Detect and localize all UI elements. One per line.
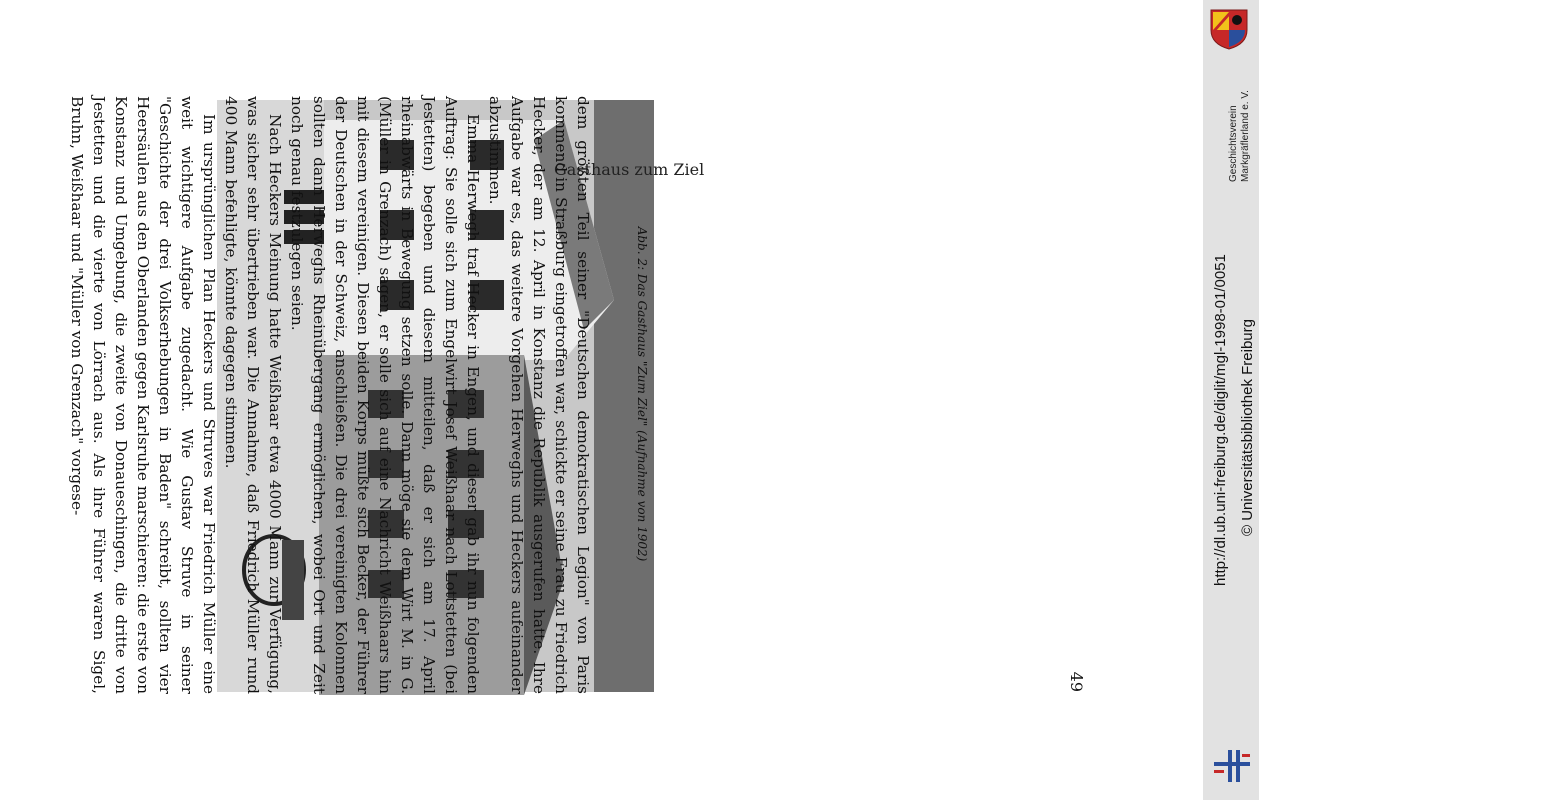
document-url-text[interactable]: http://dl.ub.uni-freiburg.de/diglit/mgl-1998-01/0051 xyxy=(1212,254,1229,586)
scanned-page xyxy=(68,96,1086,696)
ub-freiburg-logo-icon xyxy=(1212,748,1252,784)
coat-of-arms-icon xyxy=(1207,8,1251,50)
copyright xyxy=(1239,319,1456,553)
society-name xyxy=(1228,90,1320,206)
paragraph: Nach Heckers Meinung hatte Weißhaar etwa 4000 Mann zur Verfügung, was sicher sehr übertrieben war. Die Annahme, daß Friedrich Müller rund 400 Mann befehligte, könnte dagegen stimmen. xyxy=(222,96,284,694)
paragraph: Im ursprünglichen Plan Heckers und Struves war Friedrich Müller eine weit wichtigere Aufgabe zugedacht. Wie Gustav Struve in seiner "Geschichte der drei Volkserhebungen in Baden" schreibt, sollten vier Heersäulen aus den Oberlanden gegen Karlsruhe marschieren: die erste von Konstanz und Umgebung, die zweite von Donaueschingen, die dritte von Jestetten und die vierte von Lörrach aus. Als ihre Führer waren Sigel, Bruhn, Weißhaar und "Müller von Grenzach" vorgese- xyxy=(68,96,218,694)
paragraph: Emma Herwegh traf Hecker in Engen, und dieser gab ihr nun folgenden Auftrag: Sie solle sich zum Engelwirt Josef Weißhaar nach Lottstetten (bei Jestetten) begeben und diesem mitteilen, daß er sich am 17. April rheinabwärts in Bewegung setzen solle. Dann möge sie dem Wirt M. in G. (Müller in Grenzach) sagen, er solle sich auf eine Nachricht Weißhaars hin mit diesem vereinigen. Diesen beiden Korps müßte sich Becker, der Führer der Deutschen in der Schweiz, anschließen. Die drei vereinigten Kolonnen sollten dann Herweghs Rheinübergang ermöglichen, wobei Ort und Zeit noch genau festzulegen seien. xyxy=(288,96,482,694)
body-text xyxy=(66,96,594,694)
society-line-2: Markgräflerland e. V. xyxy=(1240,90,1251,182)
society-line-1: Geschichtsverein xyxy=(1228,105,1239,182)
paragraph: dem größten Teil seiner "Deutschen demokratischen Legion" von Paris kommend in Straßburg eingetroffen war, schickte er seine Frau zu Friedrich Hecker, der am 12. April in Konstanz die Republik ausgerufen hatte. Ihre Aufgabe war es, das weitere Vorgehen Herweghs und Heckers aufeinander abzustimmen. xyxy=(486,96,592,694)
copyright-text: © Universitätsbibliothek Freiburg xyxy=(1239,319,1256,536)
page-number: 49 xyxy=(1067,671,1086,692)
figure-caption: Abb. 2: Das Gasthaus "Zum Ziel" (Aufnahme von 1902) xyxy=(635,226,649,562)
photo-sign: Gasthaus zum Ziel xyxy=(554,160,705,179)
